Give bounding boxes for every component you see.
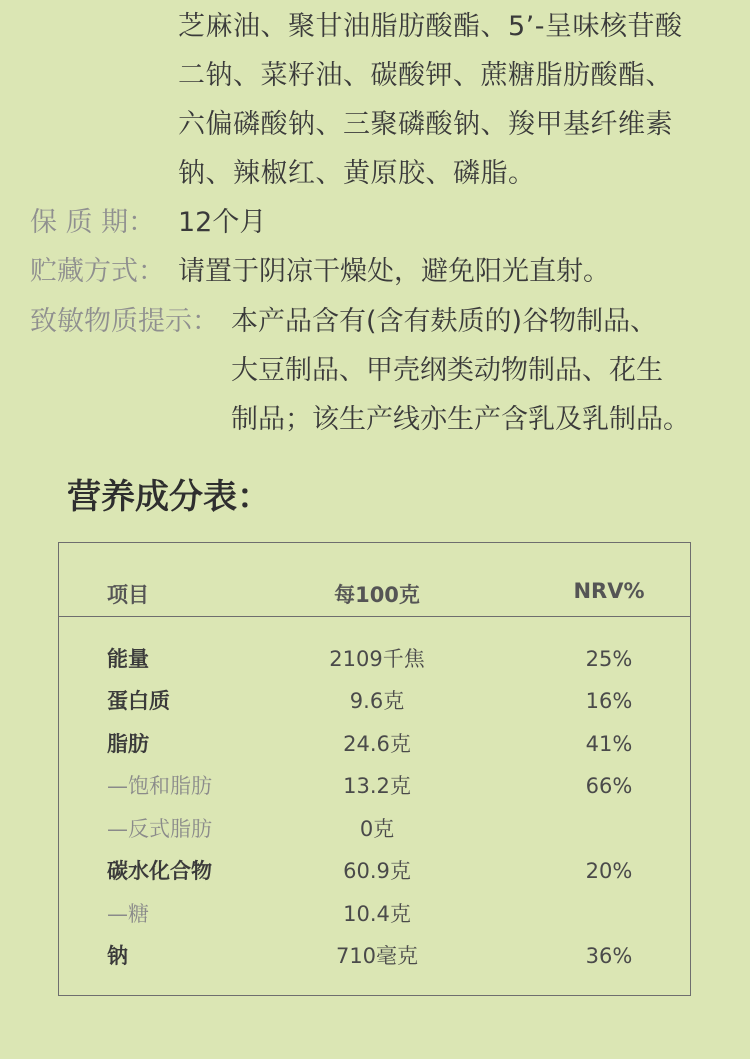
nutrient-name: 脂肪 — [107, 732, 149, 756]
table-row — [59, 893, 690, 935]
nutrient-nrv: 20% — [585, 859, 633, 883]
nutrient-amount: 13.2克 — [343, 774, 411, 798]
allergen-line: 本产品含有(含有麸质的)谷物制品、 — [231, 306, 658, 337]
header-per100: 每100克 — [334, 583, 420, 607]
nutrient-nrv: 41% — [585, 732, 633, 756]
header-item: 项目 — [107, 583, 149, 607]
header-nrv: NRV% — [573, 579, 645, 603]
table-row — [59, 850, 690, 892]
nutrient-amount: 2109千焦 — [329, 647, 425, 671]
nutrient-name: —糖 — [107, 902, 149, 926]
storage-label: 贮藏方式： — [30, 256, 165, 287]
nutrient-name: 能量 — [107, 647, 149, 671]
storage-value: 请置于阴凉干燥处，避免阳光直射。 — [178, 256, 610, 287]
allergen-line: 制品；该生产线亦生产含乳及乳制品。 — [231, 404, 690, 435]
ingredients-line: 钠、辣椒红、黄原胶、磷脂。 — [178, 158, 536, 189]
nutrition-title: 营养成分表： — [67, 477, 271, 517]
nutrient-amount: 710毫克 — [335, 944, 419, 968]
table-row — [59, 935, 690, 977]
shelf-life-label: 保 质 期： — [30, 207, 156, 238]
nutrient-nrv: 25% — [585, 647, 633, 671]
allergen-label: 致敏物质提示： — [30, 306, 219, 337]
nutrient-name: —饱和脂肪 — [107, 774, 212, 798]
ingredients-line: 二钠、菜籽油、碳酸钾、蔗糖脂肪酸酯、 — [178, 60, 673, 91]
nutrient-name: 钠 — [107, 944, 128, 968]
nutrient-nrv: 66% — [585, 774, 633, 798]
allergen-line: 大豆制品、甲壳纲类动物制品、花生 — [231, 355, 663, 386]
table-row — [59, 808, 690, 850]
nutrient-nrv: 16% — [585, 689, 633, 713]
table-row — [59, 638, 690, 680]
shelf-life-value: 12个月 — [178, 207, 267, 238]
nutrient-amount: 60.9克 — [343, 859, 411, 883]
nutrient-name: —反式脂肪 — [107, 817, 212, 841]
nutrient-amount: 24.6克 — [343, 732, 411, 756]
nutrient-amount: 10.4克 — [343, 902, 411, 926]
nutrient-nrv: 36% — [585, 944, 633, 968]
table-row — [59, 680, 690, 722]
ingredients-line: 六偏磷酸钠、三聚磷酸钠、羧甲基纤维素 — [178, 109, 673, 140]
nutrient-amount: 9.6克 — [349, 689, 405, 713]
table-row — [59, 723, 690, 765]
ingredients-line: 芝麻油、聚甘油脂肪酸酯、5’-呈味核苷酸 — [178, 11, 683, 42]
nutrient-amount: 0克 — [359, 817, 395, 841]
nutrition-table — [58, 542, 691, 996]
nutrient-name: 碳水化合物 — [107, 859, 212, 883]
table-row — [59, 765, 690, 807]
table-header — [59, 543, 690, 617]
nutrient-name: 蛋白质 — [107, 689, 170, 713]
